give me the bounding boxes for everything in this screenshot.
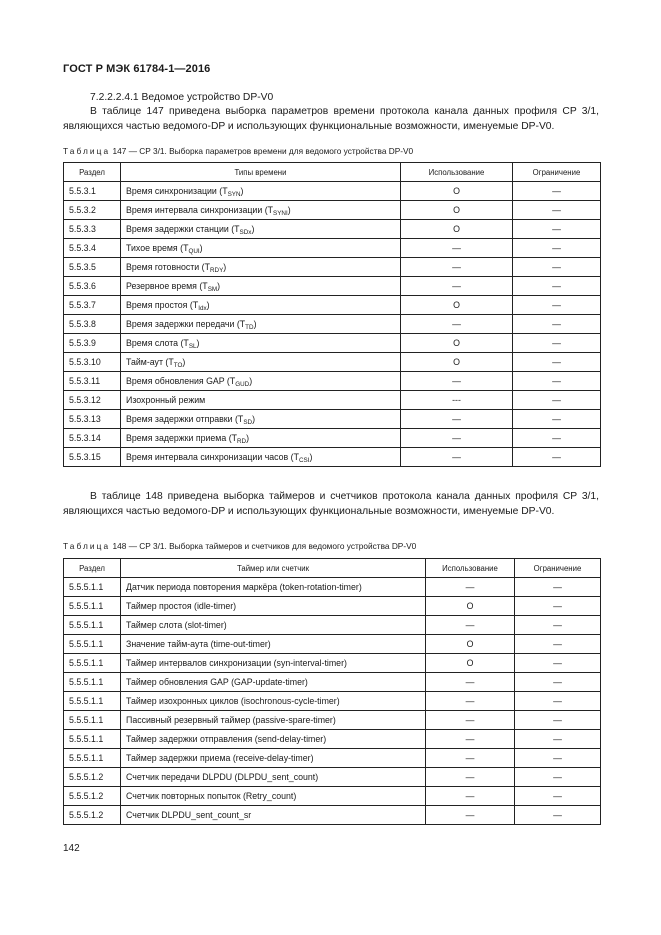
column-header-usage: Использование (401, 163, 513, 182)
table-header-row (64, 163, 601, 182)
time-type-tail: ) (287, 205, 291, 215)
section-cell: 5.5.3.10 (64, 353, 121, 372)
time-type-tail: ) (246, 433, 250, 443)
column-header-limit: Ограничение (515, 559, 601, 578)
table-row (64, 692, 601, 711)
caption-text: 148 — CP 3/1. Выборка таймеров и счетчиков для ведомого устройства DP-V0 (110, 541, 417, 551)
section-cell: 5.5.3.15 (64, 448, 121, 467)
caption-word: Таблица (63, 146, 111, 156)
time-type-cell (121, 429, 401, 448)
column-header-usage: Использование (426, 559, 515, 578)
time-type-cell (121, 448, 401, 467)
timer-counter-cell: Счетчик передачи DLPDU (DLPDU_sent_count) (121, 768, 426, 787)
table-row (64, 410, 601, 429)
section2-intro-paragraph: В таблице 148 приведена выборка таймеров и счетчиков протокола канала данных профиля CP 3/1, являющихся частью ведомого-DP и использующих функциональные возможности, именуемые DP-V0. (63, 491, 599, 517)
time-type-cell (121, 239, 401, 258)
time-type-subscript: RDY (209, 267, 224, 274)
section-cell: 5.5.3.9 (64, 334, 121, 353)
section-cell: 5.5.5.1.1 (64, 673, 121, 692)
time-type-name: Резервное время (T (126, 281, 208, 291)
limit-cell: — (515, 806, 601, 825)
limit-cell: — (513, 239, 601, 258)
table-row (64, 429, 601, 448)
time-type-name: Время задержки приема (T (126, 433, 237, 443)
column-header-time-types: Типы времени (121, 163, 401, 182)
limit-cell: — (515, 635, 601, 654)
time-type-tail: ) (196, 338, 200, 348)
limit-cell: — (515, 749, 601, 768)
limit-cell: — (515, 616, 601, 635)
time-type-tail: ) (223, 262, 227, 272)
limit-cell: — (513, 372, 601, 391)
caption-text: 147 — CP 3/1. Выборка параметров времени для ведомого устройства DP-V0 (110, 146, 414, 156)
section-cell: 5.5.5.1.1 (64, 711, 121, 730)
column-header-section: Раздел (64, 559, 121, 578)
usage-cell: — (401, 277, 513, 296)
usage-cell: — (401, 258, 513, 277)
table-row (64, 391, 601, 410)
time-type-subscript: SL (188, 343, 197, 350)
time-type-tail: ) (249, 376, 253, 386)
section-cell: 5.5.3.4 (64, 239, 121, 258)
column-header-limit: Ограничение (513, 163, 601, 182)
usage-cell: O (401, 296, 513, 315)
page-number: 142 (63, 843, 80, 854)
table-row (64, 730, 601, 749)
time-type-cell (121, 353, 401, 372)
limit-cell: — (515, 787, 601, 806)
table-147 (63, 162, 601, 467)
section-cell: 5.5.5.1.1 (64, 654, 121, 673)
table-row (64, 277, 601, 296)
time-type-tail: ) (252, 414, 255, 424)
table-row (64, 597, 601, 616)
limit-cell: — (513, 277, 601, 296)
usage-cell: — (426, 787, 515, 806)
time-type-tail: ) (206, 300, 210, 310)
time-type-cell (121, 315, 401, 334)
usage-cell: — (401, 448, 513, 467)
limit-cell: — (513, 429, 601, 448)
timer-counter-cell: Таймер задержки приема (receive-delay-timer) (121, 749, 426, 768)
time-type-cell (121, 334, 401, 353)
time-type-name: Время слота (T (126, 338, 189, 348)
table-row (64, 296, 601, 315)
usage-cell: O (401, 353, 513, 372)
time-type-subscript: SDx (239, 229, 252, 236)
usage-cell: — (426, 673, 515, 692)
timer-counter-cell: Таймер слота (slot-timer) (121, 616, 426, 635)
table-row (64, 220, 601, 239)
table-row (64, 673, 601, 692)
table-row (64, 635, 601, 654)
time-type-name: Время интервала синхронизации (T (126, 205, 273, 215)
table-row (64, 239, 601, 258)
limit-cell: — (515, 673, 601, 692)
limit-cell: — (513, 258, 601, 277)
limit-cell: — (513, 391, 601, 410)
time-type-name: Время обновления GAP (T (126, 376, 236, 386)
timer-counter-cell: Значение тайм-аута (time-out-timer) (121, 635, 426, 654)
limit-cell: — (513, 353, 601, 372)
limit-cell: — (515, 692, 601, 711)
time-type-subscript: QUI (188, 248, 200, 255)
column-header-timer-counter: Таймер или счетчик (121, 559, 426, 578)
section-cell: 5.5.5.1.1 (64, 730, 121, 749)
limit-cell: — (515, 654, 601, 673)
time-type-subscript: TO (173, 362, 183, 369)
usage-cell: — (401, 429, 513, 448)
column-header-section: Раздел (64, 163, 121, 182)
usage-cell: — (401, 315, 513, 334)
section-intro-paragraph: В таблице 147 приведена выборка параметров времени протокола канала данных профиля CP 3/1, являющихся частью ведомого-DP и использующих функциональные возможности, именуемые DP-V0. (63, 106, 599, 132)
time-type-name: Время синхронизации (T (126, 186, 228, 196)
limit-cell: — (515, 768, 601, 787)
table-row (64, 787, 601, 806)
document-header: ГОСТ Р МЭК 61784-1—2016 (63, 63, 211, 75)
time-type-tail: ) (251, 224, 255, 234)
usage-cell: — (426, 730, 515, 749)
time-type-subscript: SYN (227, 191, 241, 198)
time-type-name: Изохронный режим (126, 395, 206, 405)
table-header-row (64, 559, 601, 578)
section-cell: 5.5.3.11 (64, 372, 121, 391)
section-cell: 5.5.5.1.1 (64, 692, 121, 711)
usage-cell: — (426, 806, 515, 825)
table-row (64, 711, 601, 730)
time-type-subscript: RD (237, 438, 247, 445)
section-cell: 5.5.5.1.1 (64, 578, 121, 597)
section-cell: 5.5.3.5 (64, 258, 121, 277)
section-cell: 5.5.3.8 (64, 315, 121, 334)
limit-cell: — (513, 201, 601, 220)
usage-cell: — (426, 768, 515, 787)
time-type-name: Время простоя (T (126, 300, 199, 310)
table-row (64, 201, 601, 220)
usage-cell: — (401, 239, 513, 258)
section-cell: 5.5.5.1.2 (64, 787, 121, 806)
usage-cell: O (426, 635, 515, 654)
limit-cell: — (513, 334, 601, 353)
time-type-cell (121, 201, 401, 220)
time-type-name: Время задержки станции (T (126, 224, 240, 234)
section-cell: 5.5.5.1.1 (64, 635, 121, 654)
section-cell: 5.5.5.1.1 (64, 597, 121, 616)
limit-cell: — (515, 578, 601, 597)
section-cell: 5.5.3.12 (64, 391, 121, 410)
time-type-subscript: CSI (298, 457, 310, 464)
table-row (64, 334, 601, 353)
usage-cell: — (426, 749, 515, 768)
table-147-caption (63, 146, 413, 156)
section-heading: 7.2.2.2.4.1 Ведомое устройство DP-V0 (90, 92, 274, 103)
usage-cell: O (401, 201, 513, 220)
time-type-tail: ) (217, 281, 221, 291)
limit-cell: — (515, 730, 601, 749)
time-type-cell (121, 277, 401, 296)
limit-cell: — (513, 220, 601, 239)
timer-counter-cell: Таймер интервалов синхронизации (syn-interval-timer) (121, 654, 426, 673)
section-cell: 5.5.3.1 (64, 182, 121, 201)
limit-cell: — (513, 182, 601, 201)
time-type-tail: ) (240, 186, 244, 196)
usage-cell: — (426, 616, 515, 635)
usage-cell: O (401, 182, 513, 201)
time-type-subscript: TD (245, 324, 254, 331)
time-type-tail: ) (182, 357, 186, 367)
time-type-name: Тайм-аут (T (126, 357, 174, 367)
time-type-subscript: Idx (198, 305, 207, 312)
time-type-tail: ) (309, 452, 313, 462)
table-row (64, 353, 601, 372)
usage-cell: O (426, 597, 515, 616)
usage-cell: — (401, 372, 513, 391)
section-cell: 5.5.5.1.1 (64, 616, 121, 635)
timer-counter-cell: Таймер обновления GAP (GAP-update-timer) (121, 673, 426, 692)
section-cell: 5.5.3.13 (64, 410, 121, 429)
time-type-name: Тихое время (T (126, 243, 189, 253)
timer-counter-cell: Счетчик повторных попыток (Retry_count) (121, 787, 426, 806)
table-row (64, 749, 601, 768)
time-type-cell (121, 182, 401, 201)
section-cell: 5.5.5.1.1 (64, 749, 121, 768)
table-row (64, 768, 601, 787)
section-cell: 5.5.3.3 (64, 220, 121, 239)
table-row (64, 315, 601, 334)
timer-counter-cell: Пассивный резервный таймер (passive-spare-timer) (121, 711, 426, 730)
section-cell: 5.5.5.1.2 (64, 768, 121, 787)
usage-cell: — (426, 578, 515, 597)
time-type-subscript: SYNI (273, 210, 288, 217)
usage-cell: O (426, 654, 515, 673)
section-cell: 5.5.5.1.2 (64, 806, 121, 825)
time-type-subscript: SD (243, 419, 253, 426)
limit-cell: — (513, 410, 601, 429)
caption-word: Таблица (63, 541, 111, 551)
usage-cell: — (426, 692, 515, 711)
time-type-subscript: GUD (235, 381, 250, 388)
time-type-name: Время задержки передачи (T (126, 319, 246, 329)
time-type-tail: ) (253, 319, 257, 329)
time-type-cell (121, 372, 401, 391)
time-type-cell (121, 258, 401, 277)
table-148 (63, 558, 601, 825)
table-row (64, 258, 601, 277)
time-type-name: Время интервала синхронизации часов (T (126, 452, 299, 462)
section-cell: 5.5.3.14 (64, 429, 121, 448)
usage-cell: — (426, 711, 515, 730)
timer-counter-cell: Таймер изохронных циклов (isochronous-cycle-timer) (121, 692, 426, 711)
limit-cell: — (515, 597, 601, 616)
limit-cell: — (513, 315, 601, 334)
table-row (64, 654, 601, 673)
time-type-cell (121, 220, 401, 239)
usage-cell: O (401, 334, 513, 353)
table-row (64, 616, 601, 635)
time-type-tail: ) (199, 243, 203, 253)
table-row (64, 578, 601, 597)
timer-counter-cell: Таймер простоя (idle-timer) (121, 597, 426, 616)
time-type-cell (121, 410, 401, 429)
time-type-cell (121, 296, 401, 315)
time-type-cell (121, 391, 401, 410)
time-type-subscript: SM (207, 286, 218, 293)
section-cell: 5.5.3.2 (64, 201, 121, 220)
usage-cell: O (401, 220, 513, 239)
usage-cell: --- (401, 391, 513, 410)
table-row (64, 448, 601, 467)
section-cell: 5.5.3.6 (64, 277, 121, 296)
table-row (64, 806, 601, 825)
limit-cell: — (513, 296, 601, 315)
timer-counter-cell: Таймер задержки отправления (send-delay-timer) (121, 730, 426, 749)
section-cell: 5.5.3.7 (64, 296, 121, 315)
limit-cell: — (513, 448, 601, 467)
limit-cell: — (515, 711, 601, 730)
table-row (64, 182, 601, 201)
timer-counter-cell: Датчик периода повторения маркёра (token-rotation-timer) (121, 578, 426, 597)
timer-counter-cell: Счетчик DLPDU_sent_count_sr (121, 806, 426, 825)
time-type-name: Время готовности (T (126, 262, 210, 272)
table-148-caption (63, 541, 416, 551)
table-row (64, 372, 601, 391)
time-type-name: Время задержки отправки (T (126, 414, 244, 424)
usage-cell: — (401, 410, 513, 429)
